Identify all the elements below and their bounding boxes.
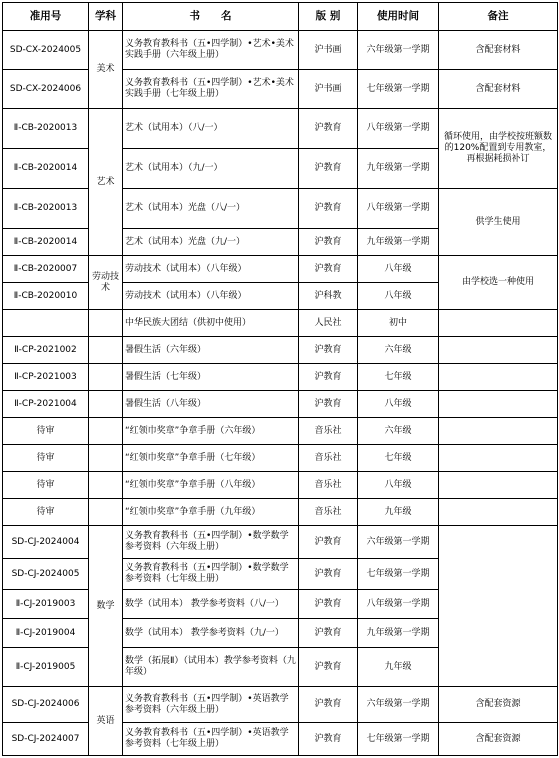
cell-note — [439, 364, 558, 391]
cell-book: 数学（试用本） 教学参考资料（九/一） — [123, 619, 299, 648]
cell-book: “红领巾奖章”争章手册（九年级） — [123, 499, 299, 526]
cell-subject — [89, 499, 123, 526]
cell-time: 九年级第一学期 — [358, 149, 439, 189]
cell-book: 数学（拓展Ⅱ）（试用本）教学参考资料（九年级） — [123, 648, 299, 687]
cell-publisher: 沪教育 — [299, 337, 358, 364]
cell-time: 九年级 — [358, 648, 439, 687]
table-row — [3, 472, 558, 499]
table-row — [3, 109, 558, 149]
cell-time: 七年级第一学期 — [358, 723, 439, 756]
cell-subject — [89, 418, 123, 445]
table-row — [3, 31, 558, 70]
cell-book: 数学（试用本） 教学参考资料（八/一） — [123, 590, 299, 619]
cell-id: Ⅱ-CJ-2019003 — [3, 590, 89, 619]
cell-note — [439, 391, 558, 418]
table-row — [3, 391, 558, 418]
cell-publisher: 沪教育 — [299, 526, 358, 559]
cell-time: 九年级第一学期 — [358, 619, 439, 648]
cell-time: 六年级 — [358, 337, 439, 364]
cell-time: 九年级第一学期 — [358, 229, 439, 256]
cell-publisher: 沪书画 — [299, 31, 358, 70]
cell-time: 八年级 — [358, 391, 439, 418]
cell-book: 劳动技术（试用本）（八年级） — [123, 256, 299, 283]
cell-book: 暑假生活（六年级） — [123, 337, 299, 364]
cell-publisher: 沪教育 — [299, 149, 358, 189]
cell-book: 暑假生活（七年级） — [123, 364, 299, 391]
cell-note — [439, 472, 558, 499]
cell-publisher: 音乐社 — [299, 418, 358, 445]
table-row — [3, 723, 558, 756]
cell-publisher: 沪教育 — [299, 687, 358, 723]
cell-publisher: 沪教育 — [299, 229, 358, 256]
cell-note — [439, 310, 558, 337]
cell-subject: 美术 — [89, 31, 123, 109]
cell-publisher: 音乐社 — [299, 472, 358, 499]
cell-id: SD-CX-2024006 — [3, 70, 89, 109]
cell-publisher: 沪教育 — [299, 648, 358, 687]
cell-time: 八年级第一学期 — [358, 109, 439, 149]
header-row — [3, 3, 558, 31]
cell-time: 八年级 — [358, 472, 439, 499]
cell-time: 七年级第一学期 — [358, 70, 439, 109]
cell-subject — [89, 364, 123, 391]
cell-subject: 数学 — [89, 526, 123, 687]
header-id: 准用号 — [3, 3, 89, 31]
cell-id: 待审 — [3, 499, 89, 526]
cell-book: “红领巾奖章”争章手册（六年级） — [123, 418, 299, 445]
cell-publisher: 沪教育 — [299, 364, 358, 391]
cell-book: 义务教育教科书（五•四学制）•数学数学参考资料（七年级上册） — [123, 559, 299, 590]
cell-book: 义务教育教科书（五•四学制）•数学数学参考资料（六年级上册） — [123, 526, 299, 559]
cell-book: 义务教育教科书（五•四学制）•艺术•美术实践手册（七年级上册） — [123, 70, 299, 109]
cell-subject: 劳动技术 — [89, 256, 123, 310]
table-body — [3, 31, 558, 756]
cell-note: 供学生使用 — [439, 189, 558, 256]
cell-publisher: 沪科教 — [299, 283, 358, 310]
cell-subject — [89, 310, 123, 337]
cell-time: 六年级第一学期 — [358, 687, 439, 723]
cell-subject — [89, 337, 123, 364]
cell-note: 由学校选一种使用 — [439, 256, 558, 310]
cell-id: 待审 — [3, 418, 89, 445]
cell-time: 六年级第一学期 — [358, 31, 439, 70]
cell-book: 艺术（试用本）光盘（八/一） — [123, 189, 299, 229]
cell-note — [439, 418, 558, 445]
cell-book: 劳动技术（试用本）（八年级） — [123, 283, 299, 310]
cell-publisher: 沪教育 — [299, 391, 358, 418]
cell-publisher: 沪教育 — [299, 189, 358, 229]
cell-publisher: 音乐社 — [299, 445, 358, 472]
cell-publisher: 沪教育 — [299, 619, 358, 648]
table-row — [3, 526, 558, 559]
cell-note: 含配套材料 — [439, 31, 558, 70]
cell-publisher: 沪教育 — [299, 256, 358, 283]
cell-id: Ⅱ-CJ-2019005 — [3, 648, 89, 687]
cell-book: 义务教育教科书（五•四学制）•艺术•美术实践手册（六年级上册） — [123, 31, 299, 70]
cell-note: 含配套资源 — [439, 687, 558, 723]
cell-id: SD-CJ-2024005 — [3, 559, 89, 590]
cell-time: 六年级第一学期 — [358, 526, 439, 559]
header-publisher: 版 别 — [299, 3, 358, 31]
cell-book: 艺术（试用本）光盘（九/一） — [123, 229, 299, 256]
cell-publisher: 沪教育 — [299, 590, 358, 619]
cell-book: 暑假生活（八年级） — [123, 391, 299, 418]
table-row — [3, 687, 558, 723]
cell-time: 八年级 — [358, 283, 439, 310]
cell-id: Ⅱ-CP-2021002 — [3, 337, 89, 364]
cell-subject: 英语 — [89, 687, 123, 756]
cell-note: 含配套材料 — [439, 70, 558, 109]
cell-id: SD-CJ-2024007 — [3, 723, 89, 756]
header-subject: 学科 — [89, 3, 123, 31]
cell-id: Ⅱ-CJ-2019004 — [3, 619, 89, 648]
cell-note — [439, 337, 558, 364]
cell-note — [439, 445, 558, 472]
table-row — [3, 310, 558, 337]
cell-book: “红领巾奖章”争章手册（七年级） — [123, 445, 299, 472]
cell-id — [3, 310, 89, 337]
cell-id: Ⅱ-CP-2021003 — [3, 364, 89, 391]
cell-time: 七年级 — [358, 445, 439, 472]
cell-publisher: 沪教育 — [299, 109, 358, 149]
cell-id: Ⅱ-CP-2021004 — [3, 391, 89, 418]
cell-id: SD-CJ-2024004 — [3, 526, 89, 559]
cell-time: 七年级 — [358, 364, 439, 391]
table-row — [3, 337, 558, 364]
table-row — [3, 364, 558, 391]
cell-id: 待审 — [3, 445, 89, 472]
header-note: 备注 — [439, 3, 558, 31]
cell-book: 艺术（试用本）（八/一） — [123, 109, 299, 149]
cell-time: 八年级第一学期 — [358, 189, 439, 229]
cell-id: Ⅱ-CB-2020010 — [3, 283, 89, 310]
cell-id: Ⅱ-CB-2020013 — [3, 109, 89, 149]
cell-book: 义务教育教科书（五•四学制）•英语教学参考资料（七年级上册） — [123, 723, 299, 756]
cell-id: Ⅱ-CB-2020013 — [3, 189, 89, 229]
table-row — [3, 256, 558, 283]
table-row — [3, 445, 558, 472]
table-row — [3, 70, 558, 109]
cell-id: Ⅱ-CB-2020014 — [3, 149, 89, 189]
cell-id: Ⅱ-CB-2020014 — [3, 229, 89, 256]
cell-note: 循环使用，由学校按班额数的120%配置到专用教室，再根据耗损补订 — [439, 109, 558, 189]
cell-time: 七年级第一学期 — [358, 559, 439, 590]
cell-id: SD-CJ-2024006 — [3, 687, 89, 723]
cell-time: 八年级 — [358, 256, 439, 283]
textbook-table — [2, 2, 558, 756]
cell-id: Ⅱ-CB-2020007 — [3, 256, 89, 283]
table-row — [3, 499, 558, 526]
cell-publisher: 沪书画 — [299, 70, 358, 109]
cell-subject: 艺术 — [89, 109, 123, 256]
header-book: 书 名 — [123, 3, 299, 31]
cell-publisher: 沪教育 — [299, 723, 358, 756]
cell-book: “红领巾奖章”争章手册（八年级） — [123, 472, 299, 499]
cell-subject — [89, 472, 123, 499]
cell-book: 义务教育教科书（五•四学制）•英语教学参考资料（六年级上册） — [123, 687, 299, 723]
cell-publisher: 音乐社 — [299, 499, 358, 526]
cell-note — [439, 499, 558, 526]
cell-id: SD-CX-2024005 — [3, 31, 89, 70]
cell-note — [439, 526, 558, 687]
table-row — [3, 418, 558, 445]
table-row — [3, 189, 558, 229]
cell-time: 九年级 — [358, 499, 439, 526]
cell-book: 艺术（试用本）（九/一） — [123, 149, 299, 189]
cell-subject — [89, 445, 123, 472]
cell-subject — [89, 391, 123, 418]
cell-publisher: 人民社 — [299, 310, 358, 337]
cell-publisher: 沪教育 — [299, 559, 358, 590]
cell-time: 八年级第一学期 — [358, 590, 439, 619]
cell-book: 中华民族大团结（供初中使用） — [123, 310, 299, 337]
cell-time: 六年级 — [358, 418, 439, 445]
cell-note: 含配套资源 — [439, 723, 558, 756]
header-time: 使用时间 — [358, 3, 439, 31]
cell-id: 待审 — [3, 472, 89, 499]
cell-time: 初中 — [358, 310, 439, 337]
